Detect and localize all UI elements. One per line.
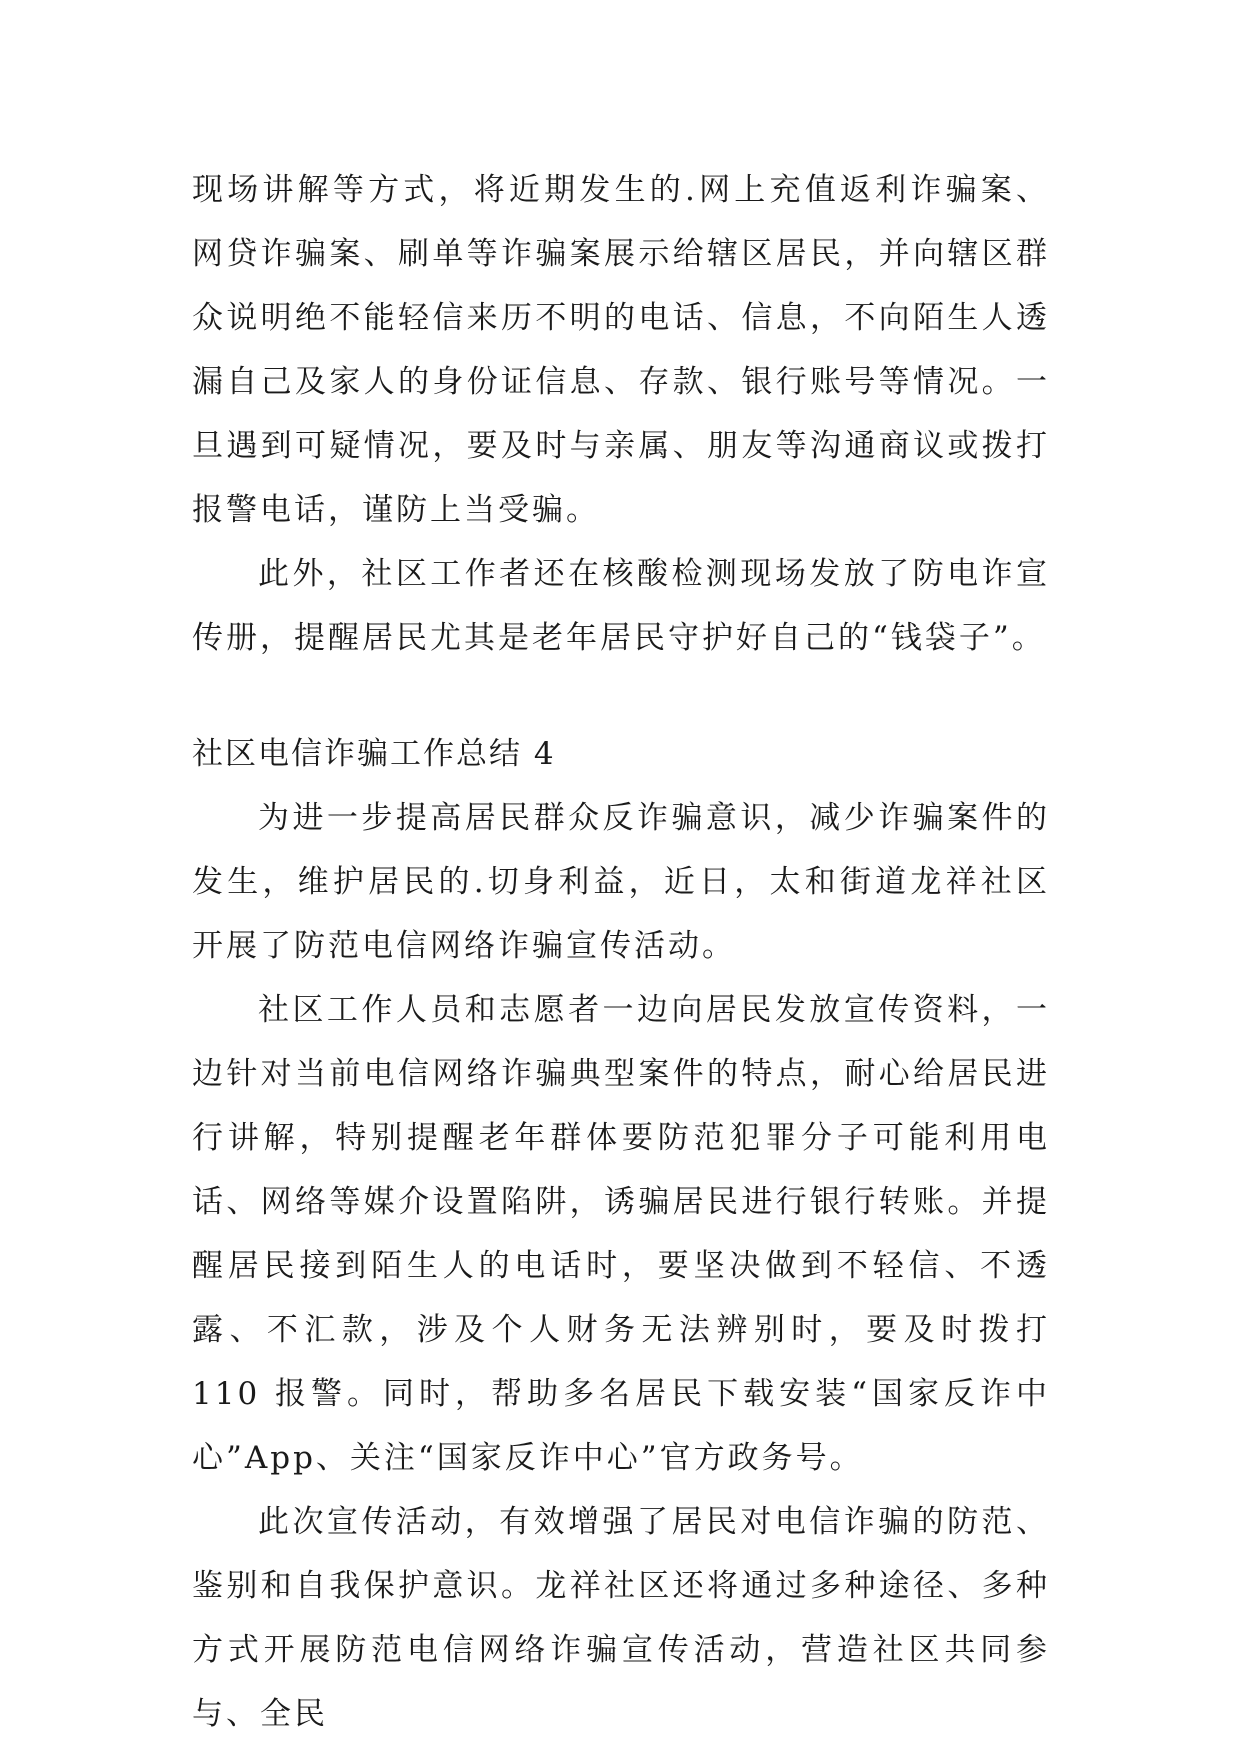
document-body xyxy=(192,158,1050,1746)
section-title: 社区电信诈骗工作总结 4 xyxy=(192,736,556,772)
paragraph-2: 此外，社区工作者还在核酸检测现场发放了防电诈宣传册，提醒居民尤其是老年居民守护好自己的“钱袋子”。 xyxy=(192,556,1050,656)
paragraph-4: 社区工作人员和志愿者一边向居民发放宣传资料，一边针对当前电信网络诈骗典型案件的特点，耐心给居民进行讲解，特别提醒老年群体要防范犯罪分子可能利用电话、网络等媒介设置陷阱，诱骗居民进行银行转账。并提醒居民接到陌生人的电话时，要坚决做到不轻信、不透露、不汇款，涉及个人财务无法辨别时，要及时拨打 110 报警。同时，帮助多名居民下载安装“国家反诈中心”App、关注“国家反诈中心”官方政务号。 xyxy=(192,992,1050,1476)
paragraph-3: 为进一步提高居民群众反诈骗意识，减少诈骗案件的发生，维护居民的.切身利益，近日，太和街道龙祥社区开展了防范电信网络诈骗宣传活动。 xyxy=(192,800,1050,964)
paragraph-5: 此次宣传活动，有效增强了居民对电信诈骗的防范、鉴别和自我保护意识。龙祥社区还将通过多种途径、多种方式开展防范电信网络诈骗宣传活动，营造社区共同参与、全民 xyxy=(192,1504,1050,1732)
paragraph-1: 现场讲解等方式，将近期发生的.网上充值返利诈骗案、网贷诈骗案、刷单等诈骗案展示给辖区居民，并向辖区群众说明绝不能轻信来历不明的电话、信息，不向陌生人透漏自己及家人的身份证信息、存款、银行账号等情况。一旦遇到可疑情况，要及时与亲属、朋友等沟通商议或拨打报警电话，谨防上当受骗。 xyxy=(192,172,1050,528)
